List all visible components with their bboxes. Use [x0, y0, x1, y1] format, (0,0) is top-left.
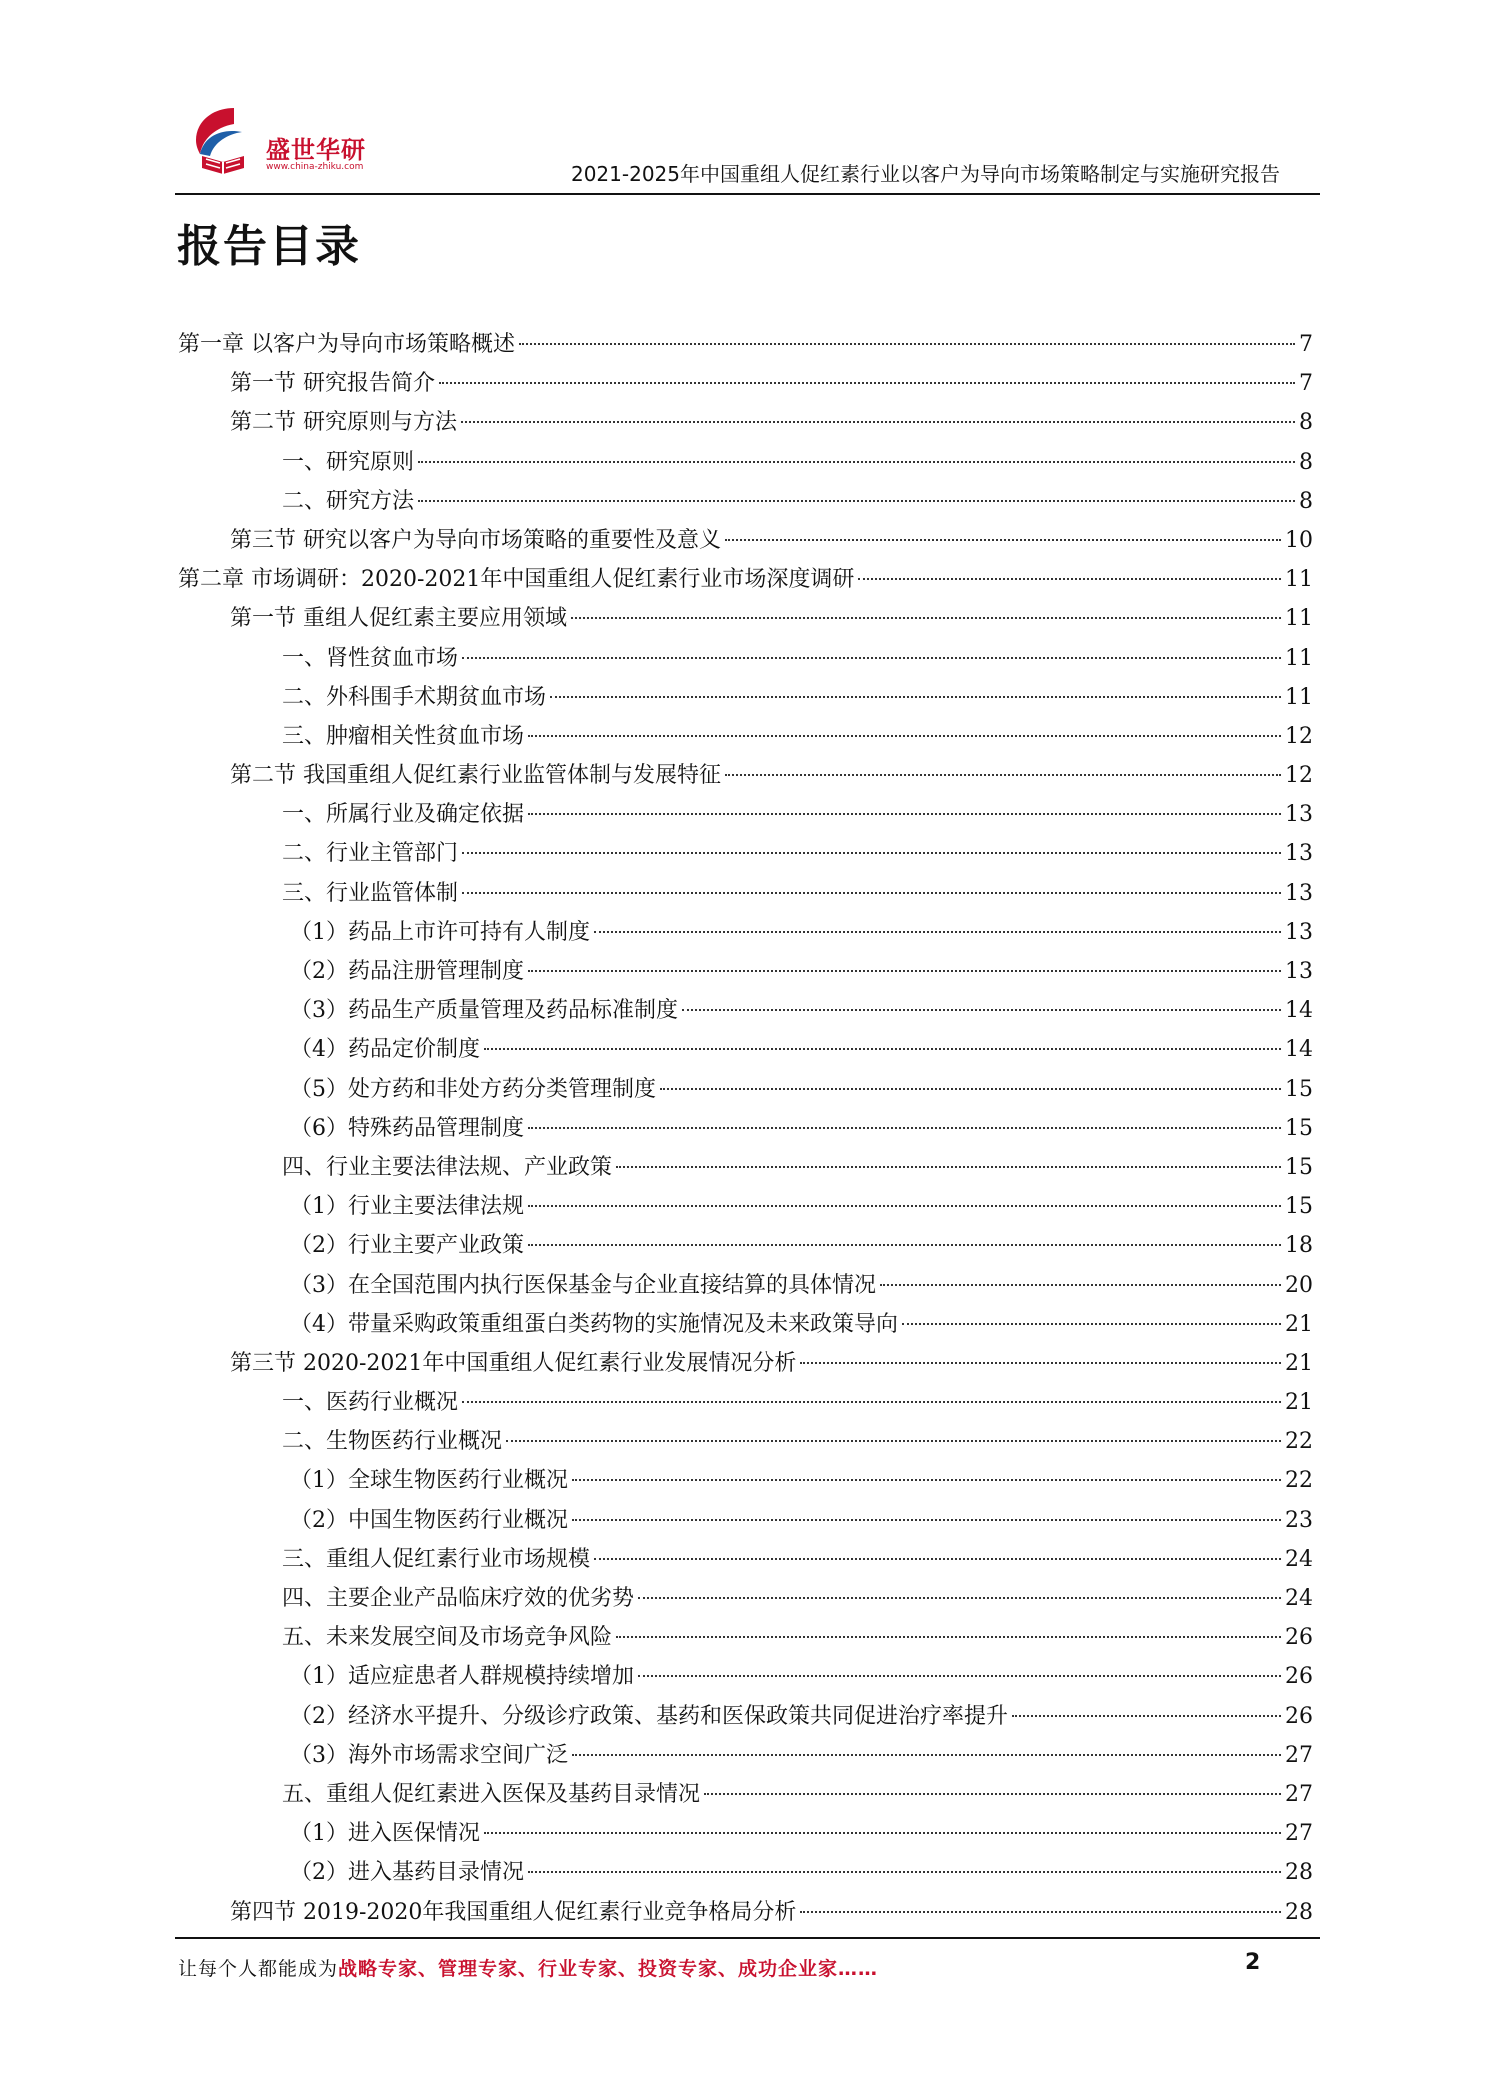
- toc-entry[interactable]: [178, 1070, 1313, 1109]
- toc-entry[interactable]: [178, 1461, 1313, 1500]
- toc-entry-title: （4）带量采购政策重组蛋白类药物的实施情况及未来政策导向: [290, 1311, 898, 1337]
- toc-dot-leader: [462, 657, 1281, 659]
- toc-entry[interactable]: [178, 325, 1313, 364]
- toc-entry[interactable]: [178, 521, 1313, 560]
- toc-entry-page: 7: [1299, 332, 1313, 357]
- toc-dot-leader: [858, 578, 1281, 580]
- toc-entry[interactable]: [178, 1187, 1313, 1226]
- toc-entry-page: 22: [1285, 1429, 1313, 1455]
- toc-dot-leader: [572, 1479, 1281, 1481]
- toc-entry[interactable]: [178, 403, 1313, 442]
- toc-entry-title: （1）进入医保情况: [290, 1821, 480, 1847]
- toc-dot-leader: [418, 461, 1295, 463]
- toc-entry-title: （2）进入基药目录情况: [290, 1860, 524, 1886]
- toc-entry-title: 二、行业主管部门: [282, 841, 459, 867]
- toc-entry-title: （3）药品生产质量管理及药品标准制度: [290, 998, 678, 1024]
- toc-entry-page: 8: [1299, 410, 1313, 436]
- toc-entry-title: 第二章 市场调研：2020-2021年中国重组人促红素行业市场深度调研: [178, 567, 855, 593]
- toc-dot-leader: [528, 735, 1281, 737]
- toc-entry-page: 11: [1285, 645, 1313, 671]
- toc-dot-leader: [1012, 1715, 1281, 1717]
- footer-slogan: [178, 1954, 878, 1981]
- toc-entry-title: （1）全球生物医药行业概况: [290, 1468, 568, 1494]
- toc-entry[interactable]: [178, 795, 1313, 834]
- toc-dot-leader: [462, 852, 1281, 854]
- toc-entry[interactable]: [178, 482, 1313, 521]
- toc-entry[interactable]: [178, 913, 1313, 952]
- toc-entry-title: 第一节 研究报告简介: [230, 371, 435, 397]
- toc-dot-leader: [484, 1048, 1281, 1050]
- toc-entry-page: 15: [1285, 1154, 1313, 1180]
- toc-entry-title: 三、行业监管体制: [282, 880, 459, 906]
- toc-entry[interactable]: [178, 1148, 1313, 1187]
- toc-entry-page: 26: [1285, 1625, 1313, 1651]
- toc-entry-title: （2）药品注册管理制度: [290, 959, 524, 984]
- table-of-contents: [178, 325, 1313, 1932]
- toc-entry-title: 第四节 2019-2020年我国重组人促红素行业竞争格局分析: [230, 1899, 797, 1925]
- toc-entry[interactable]: [178, 1540, 1313, 1579]
- toc-dot-leader: [462, 892, 1281, 894]
- toc-entry[interactable]: [178, 1579, 1313, 1618]
- company-logo: [182, 102, 392, 182]
- toc-entry[interactable]: [178, 364, 1313, 403]
- toc-entry-title: 四、主要企业产品临床疗效的优劣势: [282, 1586, 635, 1611]
- toc-entry-title: 一、医药行业概况: [282, 1390, 459, 1416]
- toc-entry-page: 8: [1299, 449, 1313, 475]
- toc-entry-page: 12: [1285, 763, 1313, 789]
- toc-entry[interactable]: [178, 1853, 1313, 1892]
- toc-dot-leader: [725, 539, 1281, 541]
- toc-entry-title: （1）行业主要法律法规: [290, 1194, 524, 1220]
- toc-entry-title: 第三节 2020-2021年中国重组人促红素行业发展情况分析: [230, 1350, 797, 1376]
- toc-entry-title: 第二节 研究原则与方法: [230, 410, 457, 436]
- toc-entry[interactable]: [178, 1266, 1313, 1305]
- toc-entry-page: 28: [1285, 1899, 1313, 1925]
- toc-entry-title: 五、重组人促红素进入医保及基药目录情况: [282, 1781, 701, 1807]
- toc-entry-page: 13: [1285, 880, 1313, 906]
- toc-entry-title: 三、重组人促红素行业市场规模: [282, 1546, 591, 1572]
- toc-entry[interactable]: [178, 1030, 1313, 1069]
- toc-entry-title: 二、生物医药行业概况: [282, 1429, 503, 1455]
- toc-entry-page: 27: [1285, 1821, 1313, 1847]
- toc-dot-leader: [528, 1244, 1281, 1246]
- footer-slogan-highlight: 战略专家、管理专家、行业专家、投资专家、成功企业家……: [338, 1958, 879, 1980]
- toc-dot-leader: [616, 1636, 1281, 1638]
- toc-entry-title: 第三节 研究以客户为导向市场策略的重要性及意义: [230, 527, 721, 553]
- toc-entry-title: （3）在全国范围内执行医保基金与企业直接结算的具体情况: [290, 1272, 876, 1298]
- toc-entry-title: 第一章 以客户为导向市场策略概述: [178, 332, 515, 357]
- toc-entry[interactable]: [178, 1501, 1313, 1540]
- toc-dot-leader: [660, 1088, 1281, 1090]
- toc-entry[interactable]: [178, 1618, 1313, 1657]
- toc-entry[interactable]: [178, 1422, 1313, 1461]
- toc-entry-page: 14: [1285, 1037, 1313, 1063]
- toc-entry-page: 13: [1285, 959, 1313, 984]
- toc-entry-page: 13: [1285, 802, 1313, 828]
- toc-entry[interactable]: [178, 1226, 1313, 1265]
- toc-dot-leader: [638, 1675, 1281, 1677]
- toc-entry-title: （1）适应症患者人群规模持续增加: [290, 1664, 634, 1690]
- toc-entry-title: （2）中国生物医药行业概况: [290, 1507, 568, 1533]
- toc-dot-leader: [704, 1793, 1281, 1795]
- toc-entry-title: （2）经济水平提升、分级诊疗政策、基药和医保政策共同促进治疗率提升: [290, 1703, 1008, 1729]
- toc-dot-leader: [902, 1323, 1281, 1325]
- footer-divider: [175, 1937, 1320, 1939]
- header-divider: [175, 193, 1320, 195]
- toc-entry-title: 一、研究原则: [282, 449, 415, 475]
- toc-entry-page: 11: [1285, 684, 1313, 710]
- toc-dot-leader: [800, 1911, 1281, 1913]
- toc-dot-leader: [571, 617, 1281, 619]
- toc-entry-title: （4）药品定价制度: [290, 1037, 480, 1063]
- toc-entry-page: 14: [1285, 998, 1313, 1024]
- toc-entry-page: 8: [1299, 488, 1313, 514]
- toc-dot-leader: [572, 1519, 1281, 1521]
- toc-entry[interactable]: [178, 717, 1313, 756]
- toc-dot-leader: [528, 970, 1281, 972]
- toc-entry-page: 7: [1299, 371, 1313, 397]
- toc-dot-leader: [462, 1401, 1281, 1403]
- toc-entry-page: 10: [1285, 527, 1313, 553]
- toc-entry-page: 15: [1285, 1115, 1313, 1141]
- toc-entry-page: 28: [1285, 1860, 1313, 1886]
- toc-entry-title: （6）特殊药品管理制度: [290, 1115, 524, 1141]
- toc-entry[interactable]: [178, 952, 1313, 991]
- toc-dot-leader: [528, 1205, 1281, 1207]
- toc-entry[interactable]: [178, 756, 1313, 795]
- toc-entry-title: 五、未来发展空间及市场竞争风险: [282, 1625, 613, 1651]
- toc-entry-page: 21: [1285, 1311, 1313, 1337]
- toc-entry-page: 18: [1285, 1233, 1313, 1259]
- toc-entry[interactable]: [178, 1814, 1313, 1853]
- toc-entry[interactable]: [178, 1657, 1313, 1696]
- toc-entry[interactable]: [178, 639, 1313, 678]
- toc-entry-page: 13: [1285, 919, 1313, 945]
- toc-entry-title: 二、外科围手术期贫血市场: [282, 684, 547, 710]
- page-title: 报告目录: [177, 221, 361, 272]
- toc-entry-page: 20: [1285, 1272, 1313, 1298]
- toc-entry-page: 24: [1285, 1546, 1313, 1572]
- toc-dot-leader: [880, 1284, 1281, 1286]
- toc-entry-title: （5）处方药和非处方药分类管理制度: [290, 1076, 656, 1102]
- toc-entry-title: 三、肿瘤相关性贫血市场: [282, 723, 525, 749]
- toc-dot-leader: [439, 382, 1295, 384]
- toc-entry[interactable]: [178, 1736, 1313, 1775]
- toc-dot-leader: [506, 1440, 1281, 1442]
- toc-dot-leader: [682, 1009, 1281, 1011]
- toc-entry-title: 第一节 重组人促红素主要应用领域: [230, 606, 567, 632]
- toc-entry[interactable]: [178, 443, 1313, 482]
- toc-entry-title: （3）海外市场需求空间广泛: [290, 1742, 568, 1768]
- toc-entry-page: 24: [1285, 1586, 1313, 1611]
- page-header: [170, 100, 1320, 200]
- toc-entry-title: 二、研究方法: [282, 488, 415, 514]
- toc-entry[interactable]: [178, 1383, 1313, 1422]
- toc-entry-page: 12: [1285, 723, 1313, 749]
- toc-entry[interactable]: [178, 1697, 1313, 1736]
- toc-dot-leader: [528, 1871, 1281, 1873]
- toc-entry[interactable]: [178, 599, 1313, 638]
- toc-dot-leader: [461, 421, 1295, 423]
- logo-url: www.china-zhiku.com: [266, 162, 364, 172]
- logo-brand-name: 盛世华研: [266, 136, 366, 164]
- toc-entry-page: 27: [1285, 1742, 1313, 1768]
- toc-dot-leader: [528, 813, 1281, 815]
- toc-entry-page: 15: [1285, 1076, 1313, 1102]
- toc-dot-leader: [800, 1362, 1281, 1364]
- toc-dot-leader: [594, 931, 1281, 933]
- toc-entry[interactable]: [178, 1893, 1313, 1932]
- toc-entry[interactable]: [178, 678, 1313, 717]
- toc-dot-leader: [594, 1558, 1281, 1560]
- toc-entry-page: 15: [1285, 1194, 1313, 1220]
- toc-entry-title: 一、肾性贫血市场: [282, 645, 459, 671]
- toc-entry[interactable]: [178, 834, 1313, 873]
- toc-entry-page: 11: [1285, 606, 1313, 632]
- toc-entry[interactable]: [178, 1775, 1313, 1814]
- toc-dot-leader: [528, 1127, 1281, 1129]
- toc-entry[interactable]: [178, 560, 1313, 599]
- toc-entry-title: 四、行业主要法律法规、产业政策: [282, 1154, 613, 1180]
- toc-dot-leader: [550, 696, 1281, 698]
- toc-entry-page: 13: [1285, 841, 1313, 867]
- toc-entry-title: 第二节 我国重组人促红素行业监管体制与发展特征: [230, 763, 721, 789]
- toc-entry-page: 23: [1285, 1507, 1313, 1533]
- toc-entry-page: 27: [1285, 1781, 1313, 1807]
- toc-dot-leader: [725, 774, 1281, 776]
- logo-emblem-icon: [182, 102, 264, 182]
- toc-entry-page: 21: [1285, 1350, 1313, 1376]
- toc-dot-leader: [638, 1597, 1281, 1599]
- toc-entry-page: 21: [1285, 1390, 1313, 1416]
- report-title: 2021-2025年中国重组人促红素行业以客户为导向市场策略制定与实施研究报告: [570, 162, 1280, 186]
- toc-entry-page: 22: [1285, 1468, 1313, 1494]
- toc-entry-page: 26: [1285, 1664, 1313, 1690]
- toc-entry-title: （1）药品上市许可持有人制度: [290, 919, 590, 945]
- toc-dot-leader: [616, 1166, 1281, 1168]
- toc-dot-leader: [484, 1832, 1281, 1834]
- toc-dot-leader: [572, 1754, 1281, 1756]
- toc-entry[interactable]: [178, 1305, 1313, 1344]
- toc-entry[interactable]: [178, 991, 1313, 1030]
- toc-entry[interactable]: [178, 1109, 1313, 1148]
- toc-entry-page: 26: [1285, 1703, 1313, 1729]
- toc-entry-title: （2）行业主要产业政策: [290, 1233, 524, 1259]
- toc-entry-title: 一、所属行业及确定依据: [282, 802, 525, 828]
- toc-dot-leader: [519, 343, 1295, 345]
- page-number: 2: [1245, 1950, 1261, 1975]
- toc-entry-page: 11: [1285, 567, 1313, 593]
- toc-entry[interactable]: [178, 1344, 1313, 1383]
- footer-slogan-prefix: 让每个人都能成为: [178, 1958, 339, 1980]
- toc-entry[interactable]: [178, 874, 1313, 913]
- toc-dot-leader: [418, 500, 1295, 502]
